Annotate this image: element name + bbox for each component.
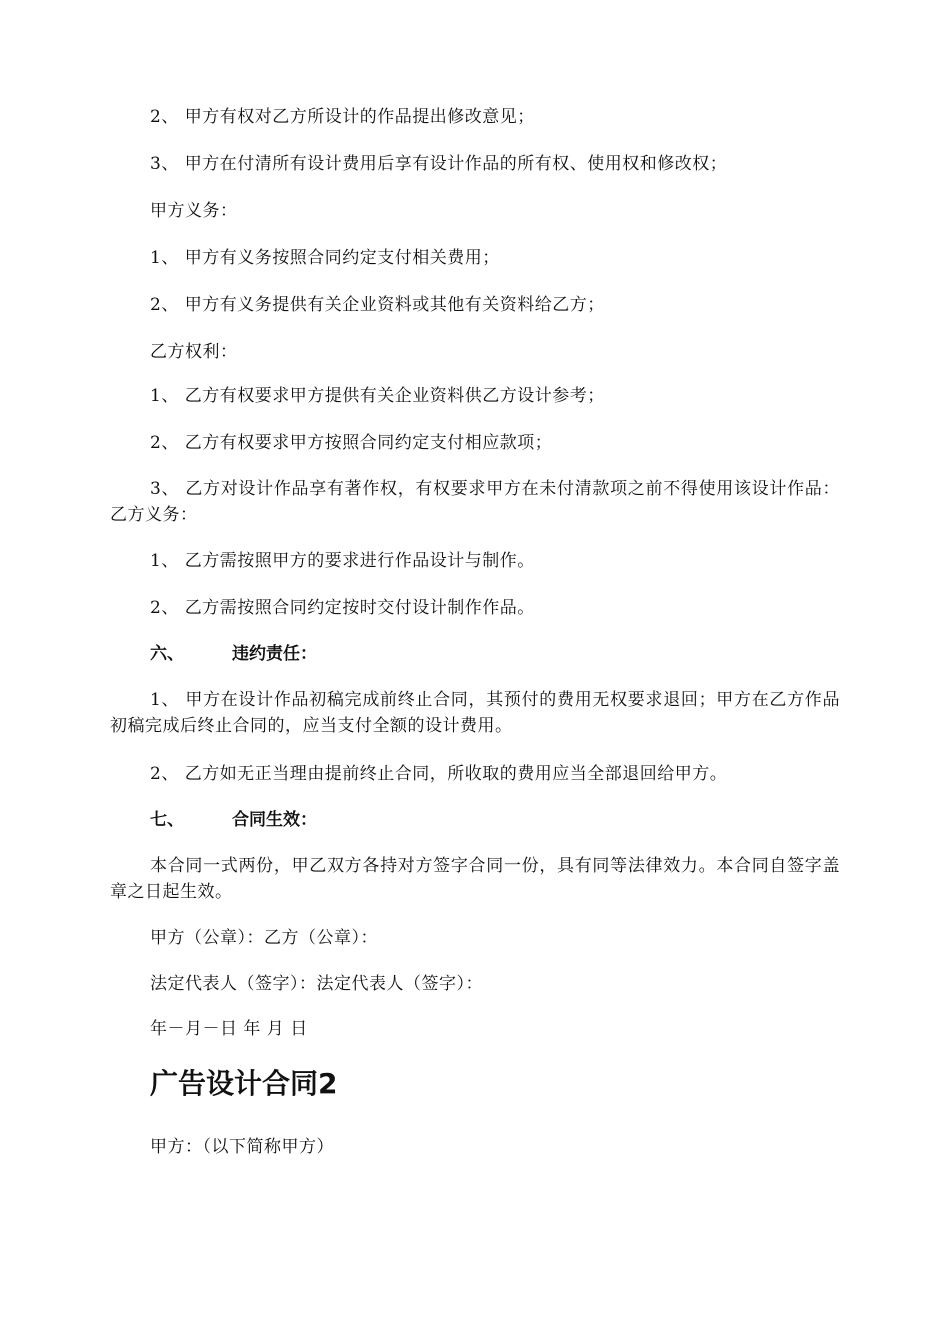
section-7-title: 合同生效： — [232, 810, 317, 830]
clause-a-right-3: 3、 甲方在付清所有设计费用后享有设计作品的所有权、使用权和修改权； — [150, 154, 728, 174]
breach-clause-1-paragraph: 1、 甲方在设计作品初稿完成前终止合同，其预付的费用无权要求退回；甲方在乙方作品初稿完成后终止合同的，应当支付全额的设计费用。 — [110, 690, 840, 736]
clause-b-right-1: 1、 乙方有权要求甲方提供有关企业资料供乙方设计参考； — [150, 386, 605, 406]
clause-b-duty-2: 2、 乙方需按照合同约定按时交付设计制作作品。 — [150, 598, 535, 618]
clause-b-right-3-paragraph: 3、 乙方对设计作品享有著作权，有权要求甲方在未付清款项之前不得使用该设计作品：乙方义务： — [110, 479, 840, 525]
section-6-number: 六、 — [150, 644, 184, 664]
party-b-rights-heading: 乙方权利： — [150, 342, 238, 362]
breach-clause-2: 2、 乙方如无正当理由提前终止合同，所收取的费用应当全部退回给甲方。 — [150, 764, 728, 784]
clause-b-duty-1: 1、 乙方需按照甲方的要求进行作品设计与制作。 — [150, 551, 535, 571]
clause-a-duty-2: 2、 甲方有义务提供有关企业资料或其他有关资料给乙方； — [150, 295, 605, 315]
section-7-number: 七、 — [150, 810, 184, 830]
clause-a-right-2: 2、 甲方有权对乙方所设计的作品提出修改意见； — [150, 107, 535, 127]
party-a-line: 甲方：（以下简称甲方） — [150, 1137, 334, 1157]
section-7-heading — [150, 808, 317, 832]
contract-2-title: 广告设计合同2 — [150, 1067, 338, 1100]
effective-clause-paragraph: 本合同一式两份，甲乙双方各持对方签字合同一份，具有同等法律效力。本合同自签字盖章之日起生效。 — [110, 856, 840, 902]
seal-line: 甲方（公章）：乙方（公章）： — [150, 928, 378, 948]
date-line: 年－月－日 年 月 日 — [150, 1019, 308, 1039]
clause-a-duty-1: 1、 甲方有义务按照合同约定支付相关费用； — [150, 248, 500, 268]
representative-signature-line: 法定代表人（签字）：法定代表人（签字）： — [150, 974, 483, 994]
section-6-heading — [150, 642, 317, 666]
section-6-title: 违约责任： — [232, 644, 317, 664]
party-a-duties-heading: 甲方义务： — [150, 201, 238, 221]
clause-b-right-2: 2、 乙方有权要求甲方按照合同约定支付相应款项； — [150, 433, 553, 453]
